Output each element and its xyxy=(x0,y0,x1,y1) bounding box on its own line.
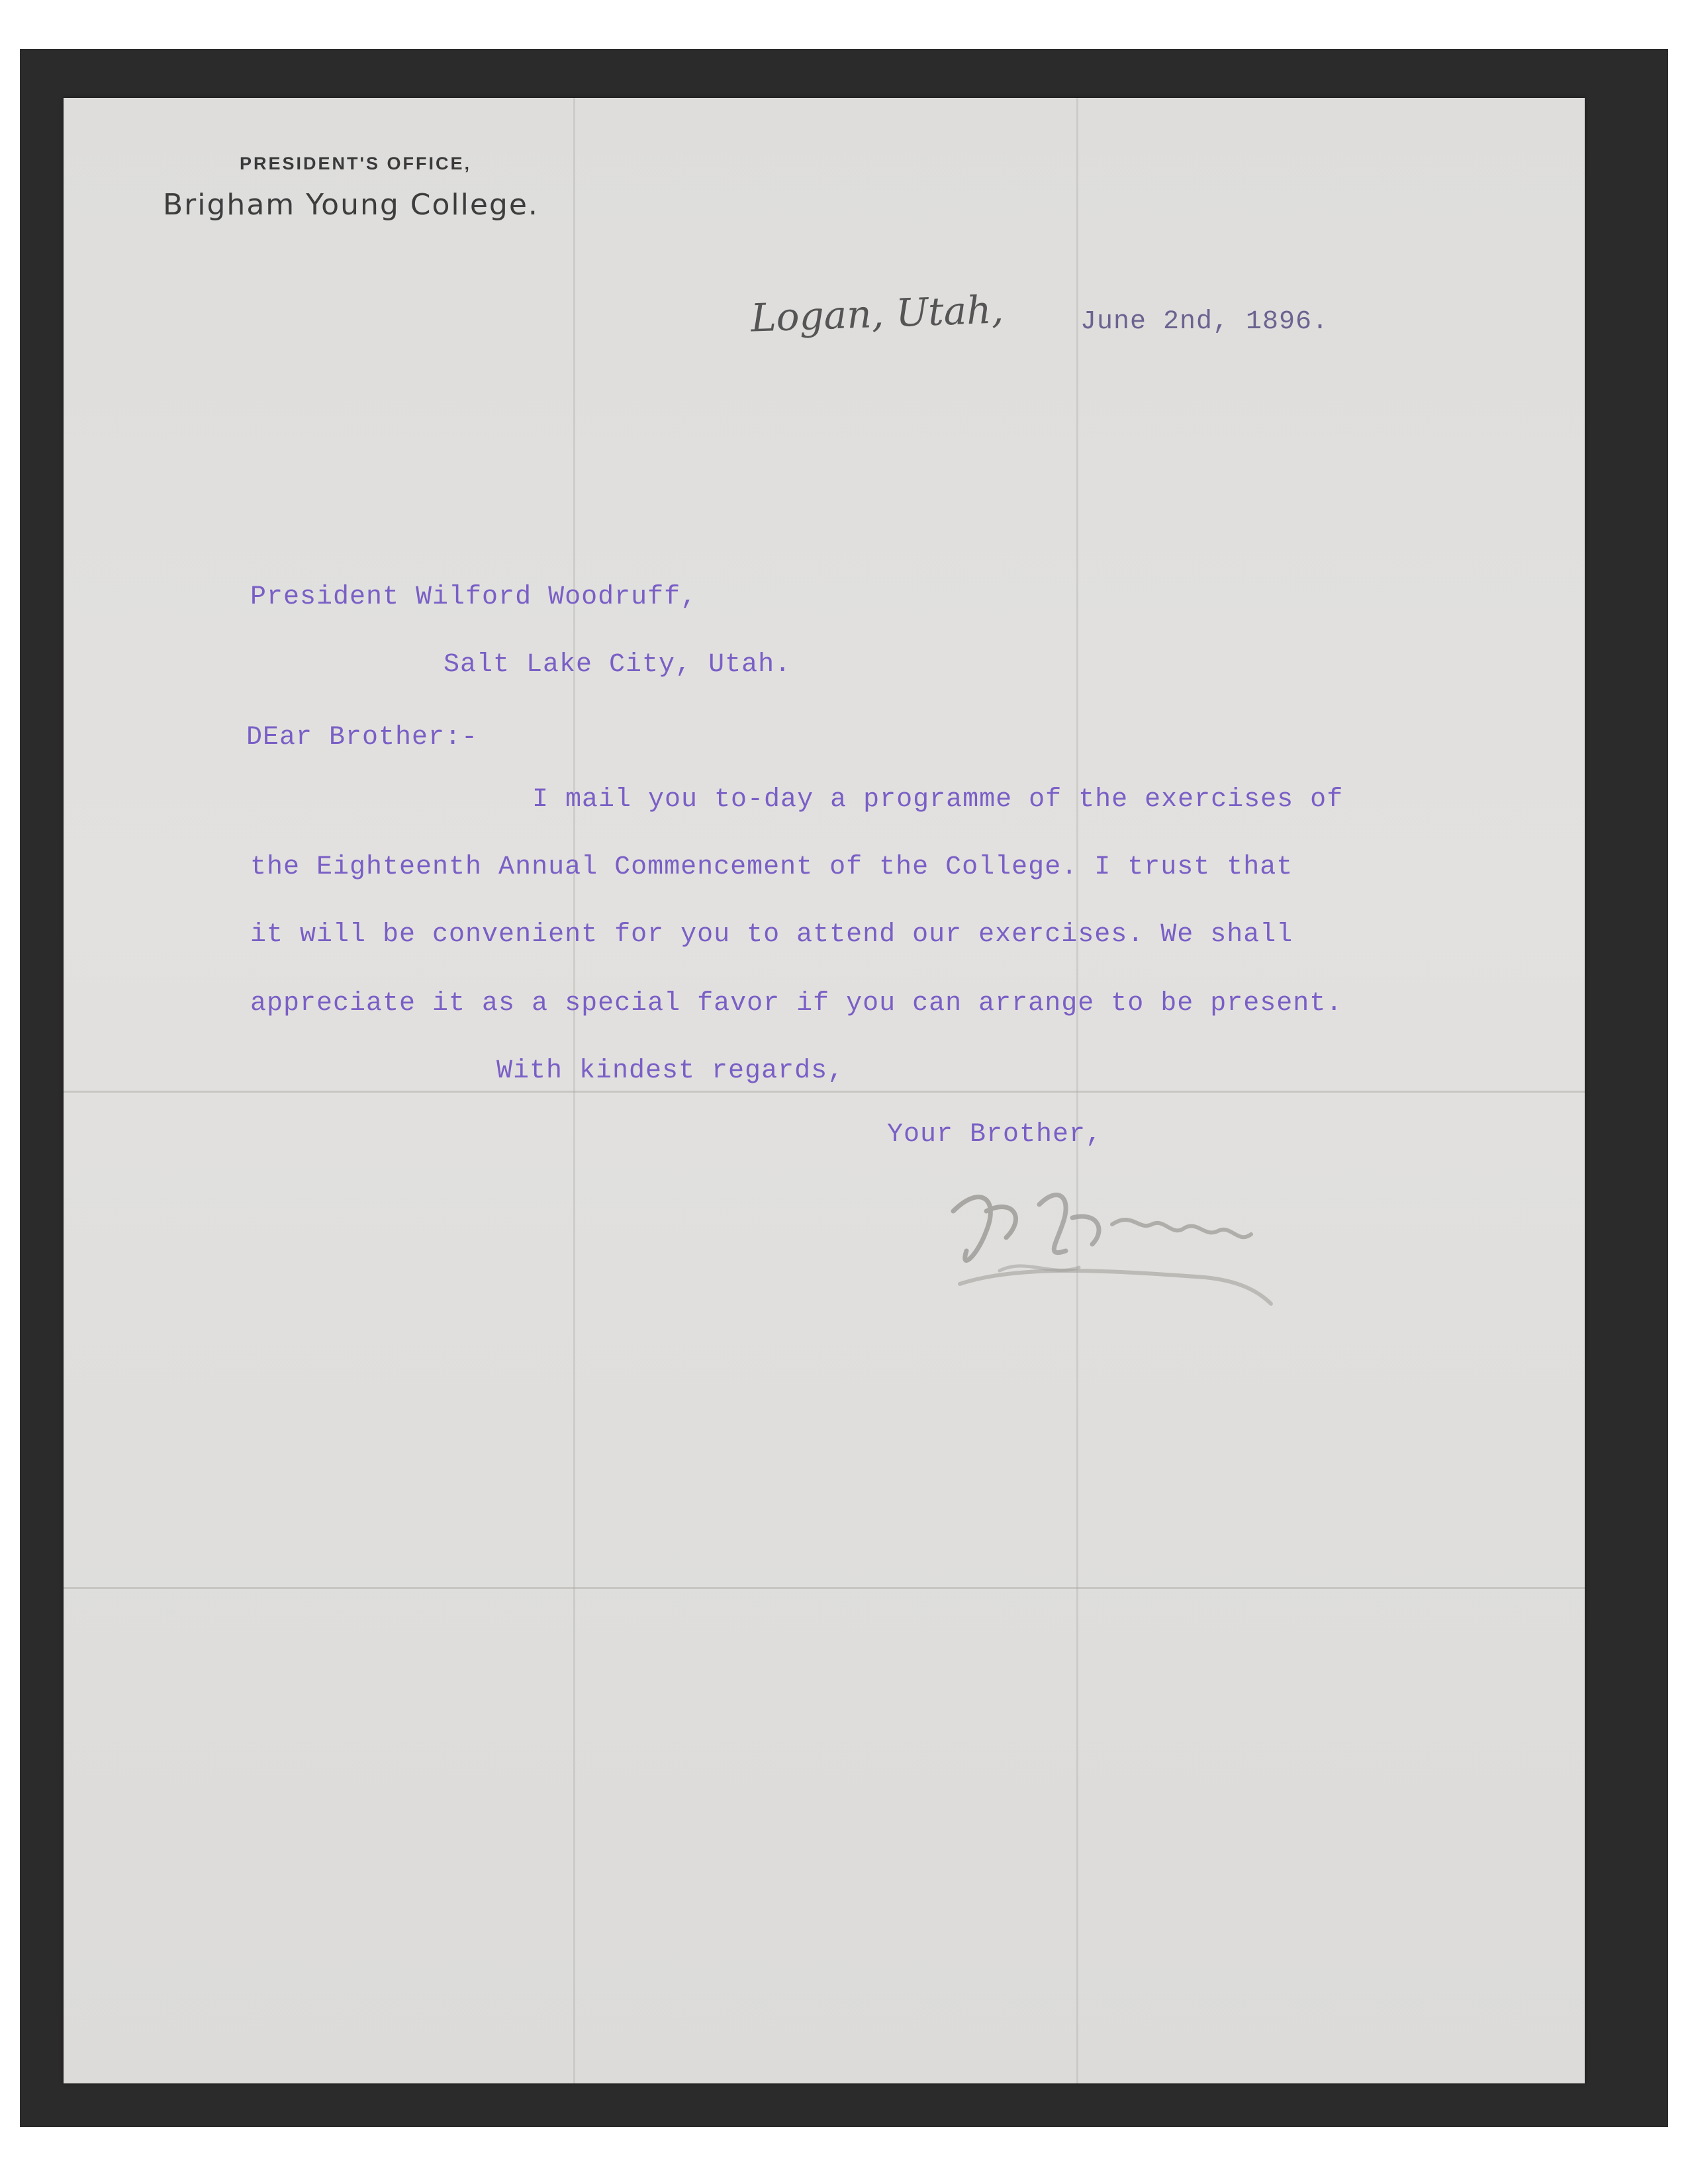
body-line: appreciate it as a special favor if you can arrange to be present. xyxy=(250,989,1343,1019)
recipient-city: Salt Lake City, Utah. xyxy=(444,650,792,680)
signoff: Your Brother, xyxy=(887,1120,1103,1150)
closing: With kindest regards, xyxy=(496,1056,845,1086)
letterhead-office: PRESIDENT'S OFFICE, xyxy=(240,154,471,173)
letter-page xyxy=(64,98,1585,2083)
body-line: the Eighteenth Annual Commencement of the College. I trust that xyxy=(250,852,1293,882)
dateline-place: Logan, Utah, xyxy=(749,287,1005,341)
letterhead-college: Brigham Young College. xyxy=(163,188,539,222)
signature xyxy=(940,1171,1297,1324)
recipient-name: President Wilford Woodruff, xyxy=(250,582,698,612)
salutation: DEar Brother:- xyxy=(246,723,479,752)
fold-line-horizontal xyxy=(64,1091,1585,1093)
body-line: I mail you to-day a programme of the exercises of xyxy=(532,785,1344,815)
body-line: it will be convenient for you to attend our exercises. We shall xyxy=(250,920,1293,950)
dateline-date: June 2nd, 1896. xyxy=(1080,307,1329,337)
fold-line-horizontal xyxy=(64,1587,1585,1589)
